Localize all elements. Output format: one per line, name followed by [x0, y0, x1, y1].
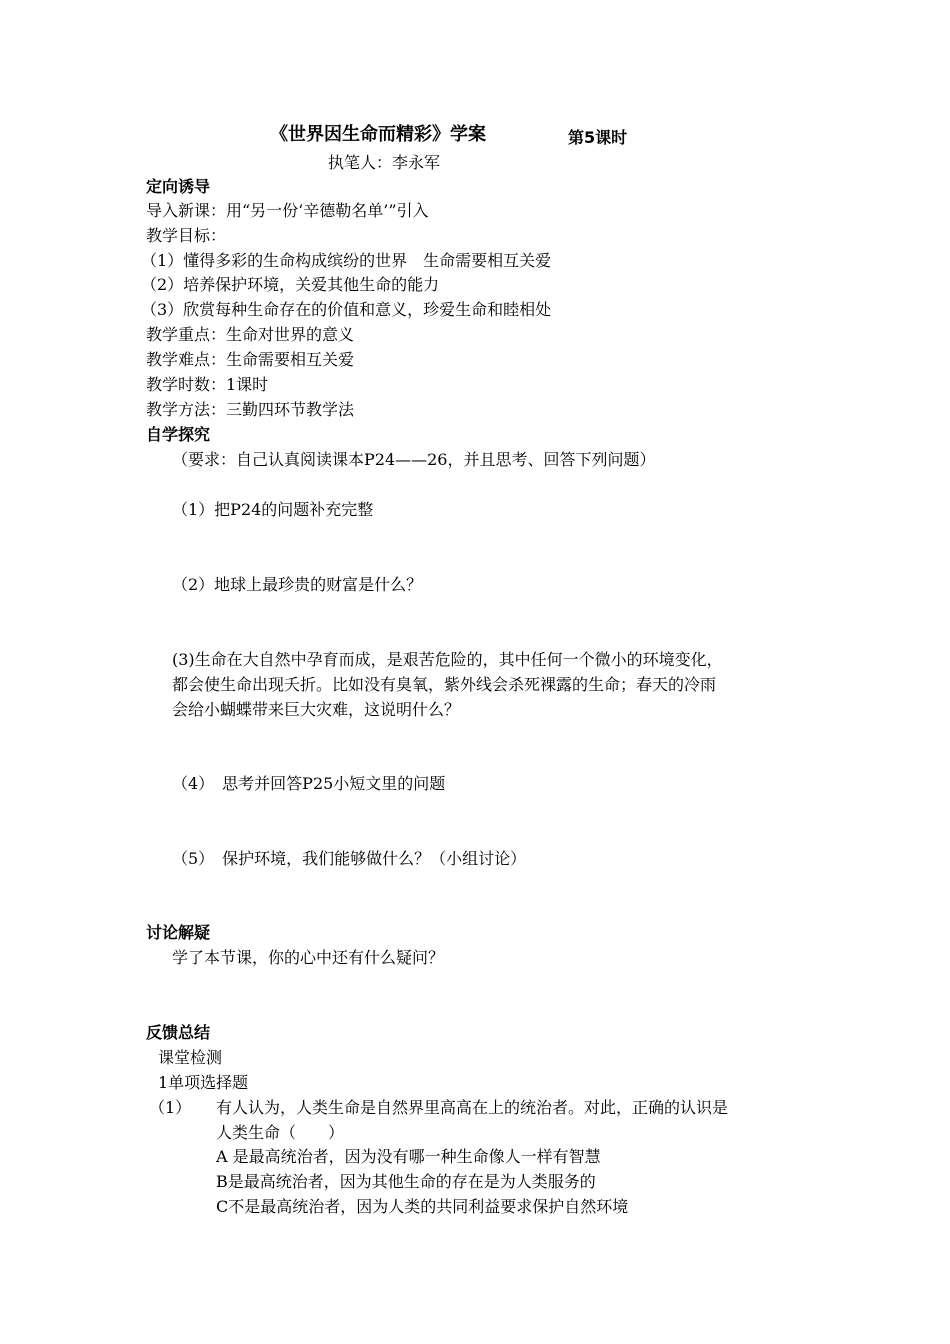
hours-line: 教学时数：1课时 — [146, 375, 269, 394]
lead-in-line: 导入新课：用“另一份‘辛德勒名单’”引入 — [146, 201, 429, 220]
document-title: 《世界因生命而精彩》学案 — [270, 124, 486, 145]
section-heading-feedback: 反馈总结 — [146, 1023, 211, 1042]
choice-item-number: （1） — [149, 1098, 192, 1117]
lesson-number: 第5课时 — [568, 128, 628, 147]
key-point-line: 教学重点：生命对世界的意义 — [146, 325, 355, 344]
option-b: B是最高统治者，因为其他生命的存在是为人类服务的 — [216, 1172, 596, 1191]
choice-item-line-1: 有人认为，人类生命是自然界里高高在上的统治者。对此，正确的认识是 — [216, 1098, 729, 1117]
discussion-prompt: 学了本节课，你的心中还有什么疑问？ — [172, 948, 445, 967]
question-1: （1）把P24的问题补充完整 — [172, 500, 374, 519]
question-4: （4） 思考并回答P25小短文里的问题 — [172, 774, 446, 793]
author-line: 执笔人：李永军 — [328, 153, 441, 172]
question-3-line-1: (3)生命在大自然中孕育而成，是艰苦危险的，其中任何一个微小的环境变化， — [172, 650, 723, 669]
goal-2: （2）培养保护环境，关爱其他生命的能力 — [141, 275, 440, 294]
study-requirement: （要求：自己认真阅读课本P24——26，并且思考、回答下列问题） — [172, 450, 656, 469]
choice-item-line-2: 人类生命（ ） — [216, 1123, 345, 1142]
method-line: 教学方法：三勤四环节教学法 — [146, 400, 355, 419]
question-3-line-2: 都会使生命出现夭折。比如没有臭氧，紫外线会杀死裸露的生命；春天的冷雨 — [172, 675, 717, 694]
question-5: （5） 保护环境，我们能够做什么？（小组讨论） — [172, 849, 527, 868]
option-c: C不是最高统治者，因为人类的共同利益要求保护自然环境 — [216, 1197, 629, 1216]
section-heading-discussion: 讨论解疑 — [146, 923, 211, 942]
question-3-line-3: 会给小蝴蝶带来巨大灾难，这说明什么？ — [172, 700, 461, 719]
difficulty-line: 教学难点：生命需要相互关爱 — [146, 350, 355, 369]
question-type-label: 1单项选择题 — [158, 1073, 249, 1092]
section-heading-self-study: 自学探究 — [146, 425, 211, 444]
class-check-label: 课堂检测 — [158, 1048, 223, 1067]
goals-label: 教学目标： — [146, 226, 227, 245]
goal-3: （3）欣赏每种生命存在的价值和意义，珍爱生命和睦相处 — [141, 300, 552, 319]
goal-1: （1）懂得多彩的生命构成缤纷的世界 生命需要相互关爱 — [141, 251, 552, 270]
question-2: （2）地球上最珍贵的财富是什么？ — [172, 575, 423, 594]
option-a: A 是最高统治者，因为没有哪一种生命像人一样有智慧 — [216, 1147, 601, 1166]
section-heading-guide: 定向诱导 — [146, 177, 211, 196]
